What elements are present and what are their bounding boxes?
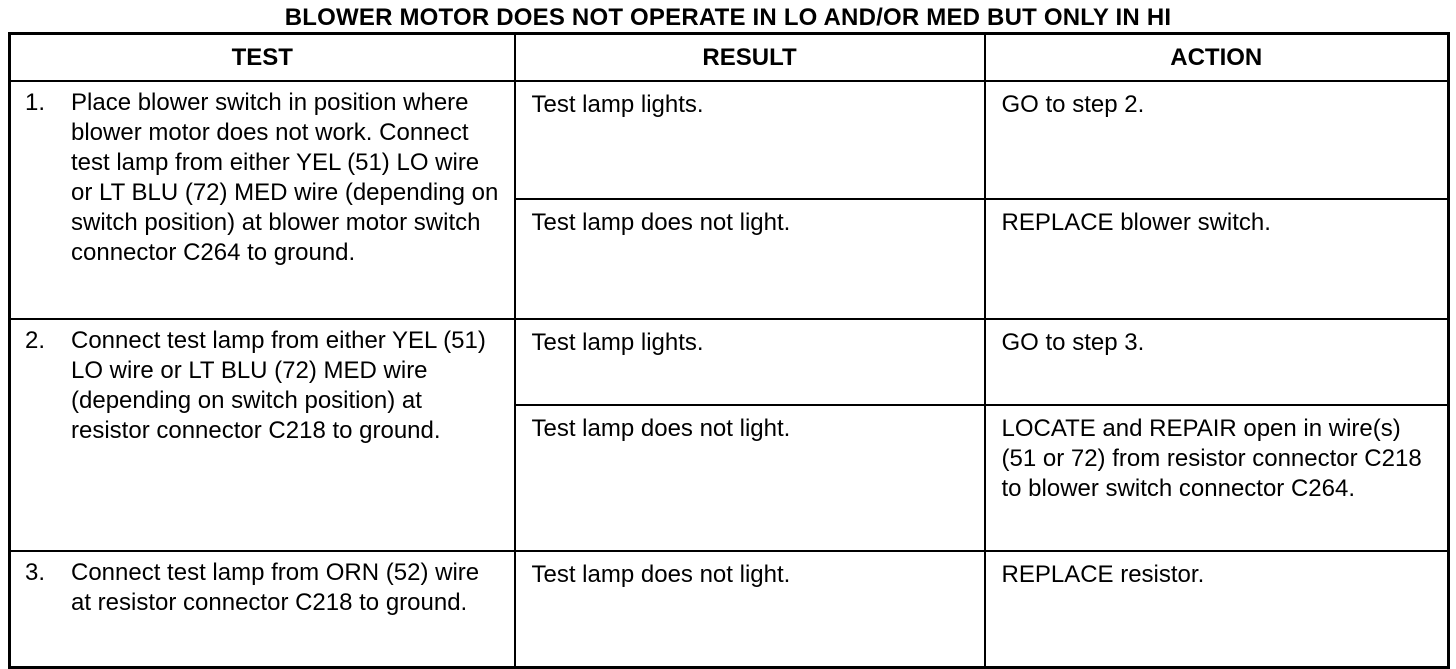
step-3-action-1: REPLACE resistor. <box>985 551 1449 668</box>
step-2-row-1 <box>10 319 1449 405</box>
header-action: ACTION <box>985 34 1449 82</box>
step-3-number: 3. <box>25 559 46 586</box>
step-1-row-1 <box>10 81 1449 199</box>
step-3-test-text: Connect test lamp from ORN (52) wire at resistor connector C218 to ground. <box>71 559 480 616</box>
step-1-action-1: GO to step 2. <box>985 81 1449 199</box>
step-2-action-1: GO to step 3. <box>985 319 1449 405</box>
document-title: BLOWER MOTOR DOES NOT OPERATE IN LO AND/OR MED BUT ONLY IN HI <box>284 4 1172 31</box>
diagnostic-table <box>8 32 1450 669</box>
step-1-result-1: Test lamp lights. <box>515 81 985 199</box>
step-2-test-cell <box>10 319 515 551</box>
step-2-result-2: Test lamp does not light. <box>515 405 985 551</box>
step-1-number: 1. <box>25 89 46 116</box>
step-3-row-1 <box>10 551 1449 668</box>
step-1-test-cell <box>10 81 515 319</box>
step-2-action-2: LOCATE and REPAIR open in wire(s) (51 or 72) from resistor connector C218 to blower switch connector C264. <box>985 405 1449 551</box>
step-3-result-1: Test lamp does not light. <box>515 551 985 668</box>
header-row <box>10 34 1449 82</box>
header-test: TEST <box>10 34 515 82</box>
step-1-result-2: Test lamp does not light. <box>515 199 985 319</box>
header-result: RESULT <box>515 34 985 82</box>
step-1-action-2: REPLACE blower switch. <box>985 199 1449 319</box>
step-2-test-text: Connect test lamp from either YEL (51) LO wire or LT BLU (72) MED wire (depending on switch position) at resistor connector C218 to ground. <box>71 327 486 444</box>
step-3-test-cell <box>10 551 515 668</box>
step-2-number: 2. <box>25 327 46 354</box>
step-2-result-1: Test lamp lights. <box>515 319 985 405</box>
step-1-test-text: Place blower switch in position where blower motor does not work. Connect test lamp from either YEL (51) LO wire or LT BLU (72) MED wire (depending on switch position) at blower motor switch connector C264 to ground. <box>71 89 499 266</box>
